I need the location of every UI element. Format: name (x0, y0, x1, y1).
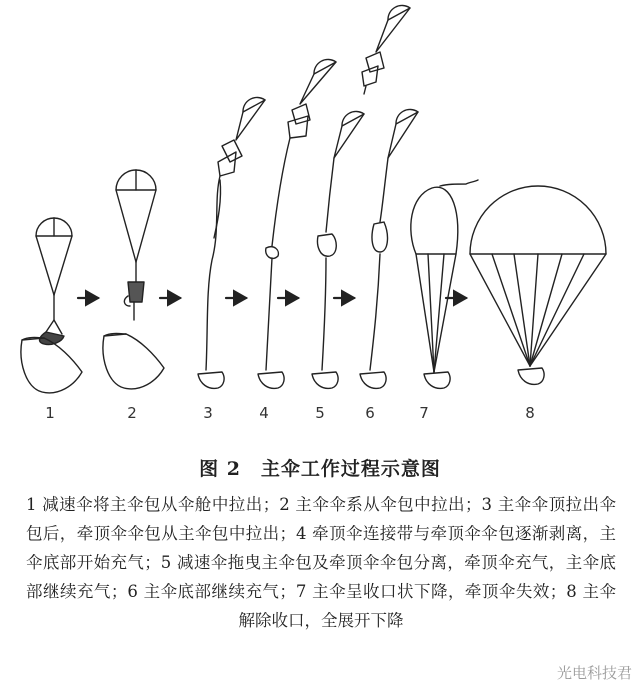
stage-5-drogue-drags-pack-separate (312, 111, 364, 388)
figure-title: 图 2 主伞工作过程示意图 (199, 458, 441, 480)
stage-8-full-canopy-descent (470, 186, 606, 384)
step-number-6: 6 (365, 404, 375, 422)
step-number-8: 8 (525, 404, 535, 422)
watermark: 光电科技君 (556, 664, 632, 682)
stage-7-reefed-descent (411, 180, 478, 388)
separated-drogue-and-packs (362, 5, 410, 94)
stage-6-continued-inflation (360, 109, 418, 388)
step-number-1: 1 (45, 404, 55, 422)
step-number-5: 5 (315, 404, 325, 422)
stage-2-main-lines-extract (103, 170, 164, 389)
figure-caption: 1 减速伞将主伞包从伞舱中拉出；2 主伞伞系从伞包中拉出；3 主伞伞顶拉出伞包后，牵顶伞伞包从主伞包中拉出；4 牵顶伞连接带与牵顶伞伞包逐渐剥离，主伞底部开始充气；5 减速伞拖曳主伞包及牵顶伞伞包分离，牵顶伞充气，主伞底部继续充气；6 主伞底部继续充气；7 主伞呈收口状下降，牵顶伞失效；8 主伞解除收口，全展开下降 (26, 495, 616, 630)
stage-1-drogue-extracts-pack (21, 218, 82, 393)
step-number-2: 2 (127, 404, 137, 422)
step-number-4: 4 (259, 404, 269, 422)
step-number-7: 7 (419, 404, 429, 422)
step-number-3: 3 (203, 404, 213, 422)
stage-3-pilot-pack-extracts (198, 97, 265, 388)
